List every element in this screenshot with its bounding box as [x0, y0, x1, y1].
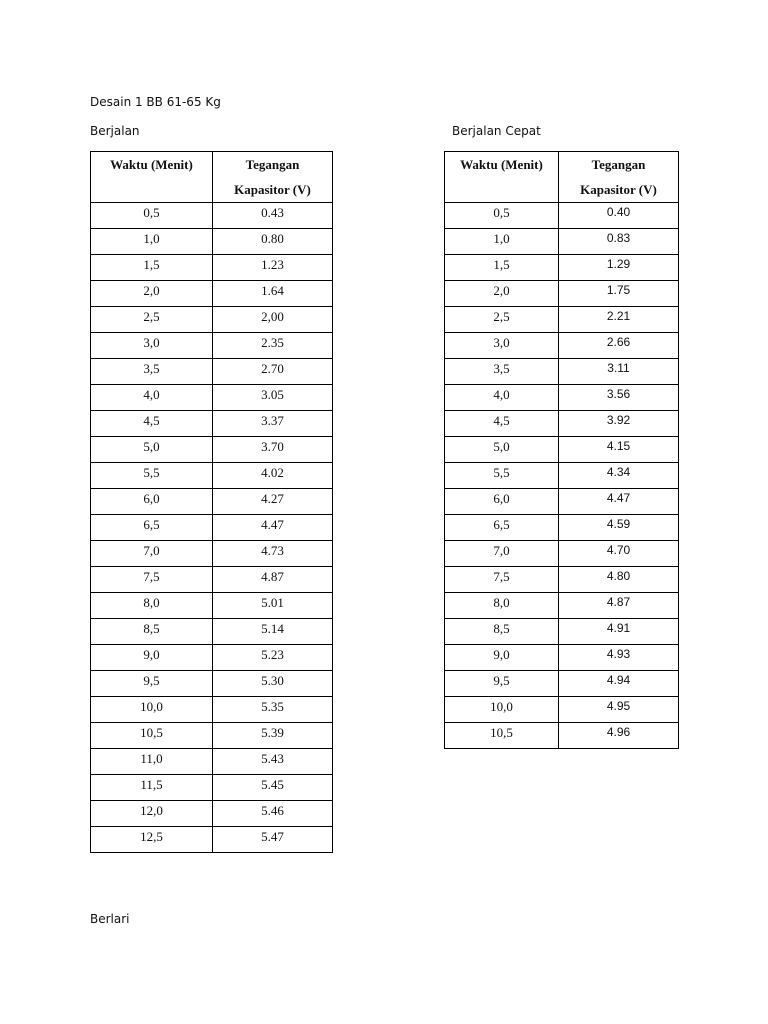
- voltage-cell: 1.23: [213, 255, 333, 281]
- table-row: [91, 307, 333, 333]
- header-time: Waktu (Menit): [445, 152, 559, 203]
- time-cell: 11,5: [91, 775, 213, 801]
- voltage-cell: 2.66: [559, 333, 679, 359]
- table-row: [91, 437, 333, 463]
- time-cell: 7,5: [91, 567, 213, 593]
- table-header-row: [91, 152, 333, 203]
- table-body: [91, 203, 333, 853]
- voltage-cell: 3.37: [213, 411, 333, 437]
- table-header-row: [445, 152, 679, 203]
- voltage-cell: 4.80: [559, 567, 679, 593]
- table-row: [445, 697, 679, 723]
- time-cell: 3,5: [91, 359, 213, 385]
- table-row: [445, 411, 679, 437]
- table-row: [91, 541, 333, 567]
- header-voltage: [213, 152, 333, 203]
- time-cell: 9,5: [445, 671, 559, 697]
- time-cell: 4,0: [91, 385, 213, 411]
- voltage-cell: 2.21: [559, 307, 679, 333]
- time-cell: 7,0: [445, 541, 559, 567]
- time-cell: 9,0: [445, 645, 559, 671]
- table-body: [445, 203, 679, 749]
- table-berjalan-cepat: [444, 151, 679, 749]
- table-row: [445, 593, 679, 619]
- table-row: [445, 619, 679, 645]
- voltage-cell: 4.47: [559, 489, 679, 515]
- time-cell: 9,0: [91, 645, 213, 671]
- table-row: [445, 229, 679, 255]
- voltage-cell: 0.43: [213, 203, 333, 229]
- time-cell: 5,0: [445, 437, 559, 463]
- voltage-cell: 4.87: [213, 567, 333, 593]
- table-berjalan: [90, 151, 333, 853]
- voltage-cell: 5.43: [213, 749, 333, 775]
- time-cell: 7,5: [445, 567, 559, 593]
- time-cell: 1,5: [91, 255, 213, 281]
- table-row: [91, 489, 333, 515]
- table-row: [91, 281, 333, 307]
- table-row: [445, 203, 679, 229]
- table-row: [445, 463, 679, 489]
- voltage-cell: 1.64: [213, 281, 333, 307]
- time-cell: 5,5: [91, 463, 213, 489]
- voltage-cell: 5.45: [213, 775, 333, 801]
- voltage-cell: 4.93: [559, 645, 679, 671]
- table-row: [445, 281, 679, 307]
- voltage-cell: 4.27: [213, 489, 333, 515]
- voltage-cell: 4.02: [213, 463, 333, 489]
- voltage-cell: 3.11: [559, 359, 679, 385]
- voltage-cell: 4.95: [559, 697, 679, 723]
- voltage-cell: 0.80: [213, 229, 333, 255]
- header-time: Waktu (Menit): [91, 152, 213, 203]
- time-cell: 3,0: [91, 333, 213, 359]
- table-row: [445, 307, 679, 333]
- time-cell: 0,5: [445, 203, 559, 229]
- voltage-cell: 5.01: [213, 593, 333, 619]
- time-cell: 6,5: [445, 515, 559, 541]
- table-row: [91, 255, 333, 281]
- voltage-cell: 4.87: [559, 593, 679, 619]
- header-voltage-line2: Kapasitor (V): [234, 182, 311, 197]
- voltage-cell: 3.70: [213, 437, 333, 463]
- table-row: [445, 385, 679, 411]
- table-row: [91, 749, 333, 775]
- table-row: [91, 775, 333, 801]
- time-cell: 10,5: [445, 723, 559, 749]
- voltage-cell: 4.34: [559, 463, 679, 489]
- table-row: [91, 567, 333, 593]
- time-cell: 2,0: [445, 281, 559, 307]
- voltage-cell: 5.23: [213, 645, 333, 671]
- time-cell: 0,5: [91, 203, 213, 229]
- voltage-cell: 4.70: [559, 541, 679, 567]
- table-row: [91, 593, 333, 619]
- section-label-berjalan: Berjalan: [90, 124, 140, 138]
- time-cell: 7,0: [91, 541, 213, 567]
- voltage-cell: 4.73: [213, 541, 333, 567]
- time-cell: 1,0: [445, 229, 559, 255]
- table-row: [91, 463, 333, 489]
- voltage-cell: 3.05: [213, 385, 333, 411]
- time-cell: 10,5: [91, 723, 213, 749]
- voltage-cell: 0.40: [559, 203, 679, 229]
- table-row: [91, 515, 333, 541]
- header-voltage: [559, 152, 679, 203]
- voltage-cell: 5.14: [213, 619, 333, 645]
- header-voltage-line2: Kapasitor (V): [580, 182, 657, 197]
- time-cell: 12,0: [91, 801, 213, 827]
- table-row: [91, 385, 333, 411]
- time-cell: 3,0: [445, 333, 559, 359]
- table-row: [445, 671, 679, 697]
- table-row: [445, 359, 679, 385]
- time-cell: 8,5: [91, 619, 213, 645]
- table-row: [91, 229, 333, 255]
- time-cell: 2,5: [91, 307, 213, 333]
- time-cell: 8,5: [445, 619, 559, 645]
- voltage-cell: 5.46: [213, 801, 333, 827]
- table-row: [445, 333, 679, 359]
- time-cell: 4,0: [445, 385, 559, 411]
- time-cell: 2,0: [91, 281, 213, 307]
- table-row: [91, 671, 333, 697]
- table-row: [445, 515, 679, 541]
- table-row: [91, 359, 333, 385]
- voltage-cell: 5.35: [213, 697, 333, 723]
- table-row: [91, 827, 333, 853]
- time-cell: 1,0: [91, 229, 213, 255]
- table-row: [91, 203, 333, 229]
- section-label-berlari: Berlari: [90, 912, 130, 926]
- table-row: [445, 645, 679, 671]
- voltage-cell: 3.92: [559, 411, 679, 437]
- table-row: [445, 723, 679, 749]
- time-cell: 8,0: [91, 593, 213, 619]
- table-row: [91, 333, 333, 359]
- table-row: [91, 411, 333, 437]
- voltage-cell: 4.59: [559, 515, 679, 541]
- time-cell: 3,5: [445, 359, 559, 385]
- time-cell: 2,5: [445, 307, 559, 333]
- voltage-cell: 2,00: [213, 307, 333, 333]
- table-row: [91, 619, 333, 645]
- time-cell: 6,5: [91, 515, 213, 541]
- voltage-cell: 5.47: [213, 827, 333, 853]
- time-cell: 1,5: [445, 255, 559, 281]
- voltage-cell: 5.39: [213, 723, 333, 749]
- header-voltage-line1: Tegangan: [591, 157, 646, 172]
- time-cell: 4,5: [91, 411, 213, 437]
- voltage-cell: 0.83: [559, 229, 679, 255]
- time-cell: 12,5: [91, 827, 213, 853]
- voltage-cell: 2.35: [213, 333, 333, 359]
- table-row: [445, 437, 679, 463]
- table-row: [91, 723, 333, 749]
- voltage-cell: 4.15: [559, 437, 679, 463]
- time-cell: 6,0: [445, 489, 559, 515]
- voltage-cell: 4.96: [559, 723, 679, 749]
- time-cell: 5,5: [445, 463, 559, 489]
- header-voltage-line1: Tegangan: [245, 157, 300, 172]
- voltage-cell: 2.70: [213, 359, 333, 385]
- table-row: [445, 489, 679, 515]
- table-row: [91, 801, 333, 827]
- document-title: Desain 1 BB 61-65 Kg: [90, 95, 221, 109]
- table-row: [445, 541, 679, 567]
- table-row: [91, 697, 333, 723]
- time-cell: 10,0: [91, 697, 213, 723]
- voltage-cell: 4.91: [559, 619, 679, 645]
- time-cell: 5,0: [91, 437, 213, 463]
- voltage-cell: 4.47: [213, 515, 333, 541]
- time-cell: 6,0: [91, 489, 213, 515]
- voltage-cell: 3.56: [559, 385, 679, 411]
- voltage-cell: 5.30: [213, 671, 333, 697]
- time-cell: 4,5: [445, 411, 559, 437]
- time-cell: 8,0: [445, 593, 559, 619]
- voltage-cell: 1.75: [559, 281, 679, 307]
- time-cell: 9,5: [91, 671, 213, 697]
- table-row: [445, 567, 679, 593]
- voltage-cell: 1.29: [559, 255, 679, 281]
- section-label-berjalan-cepat: Berjalan Cepat: [452, 124, 541, 138]
- time-cell: 10,0: [445, 697, 559, 723]
- voltage-cell: 4.94: [559, 671, 679, 697]
- table-row: [91, 645, 333, 671]
- table-row: [445, 255, 679, 281]
- time-cell: 11,0: [91, 749, 213, 775]
